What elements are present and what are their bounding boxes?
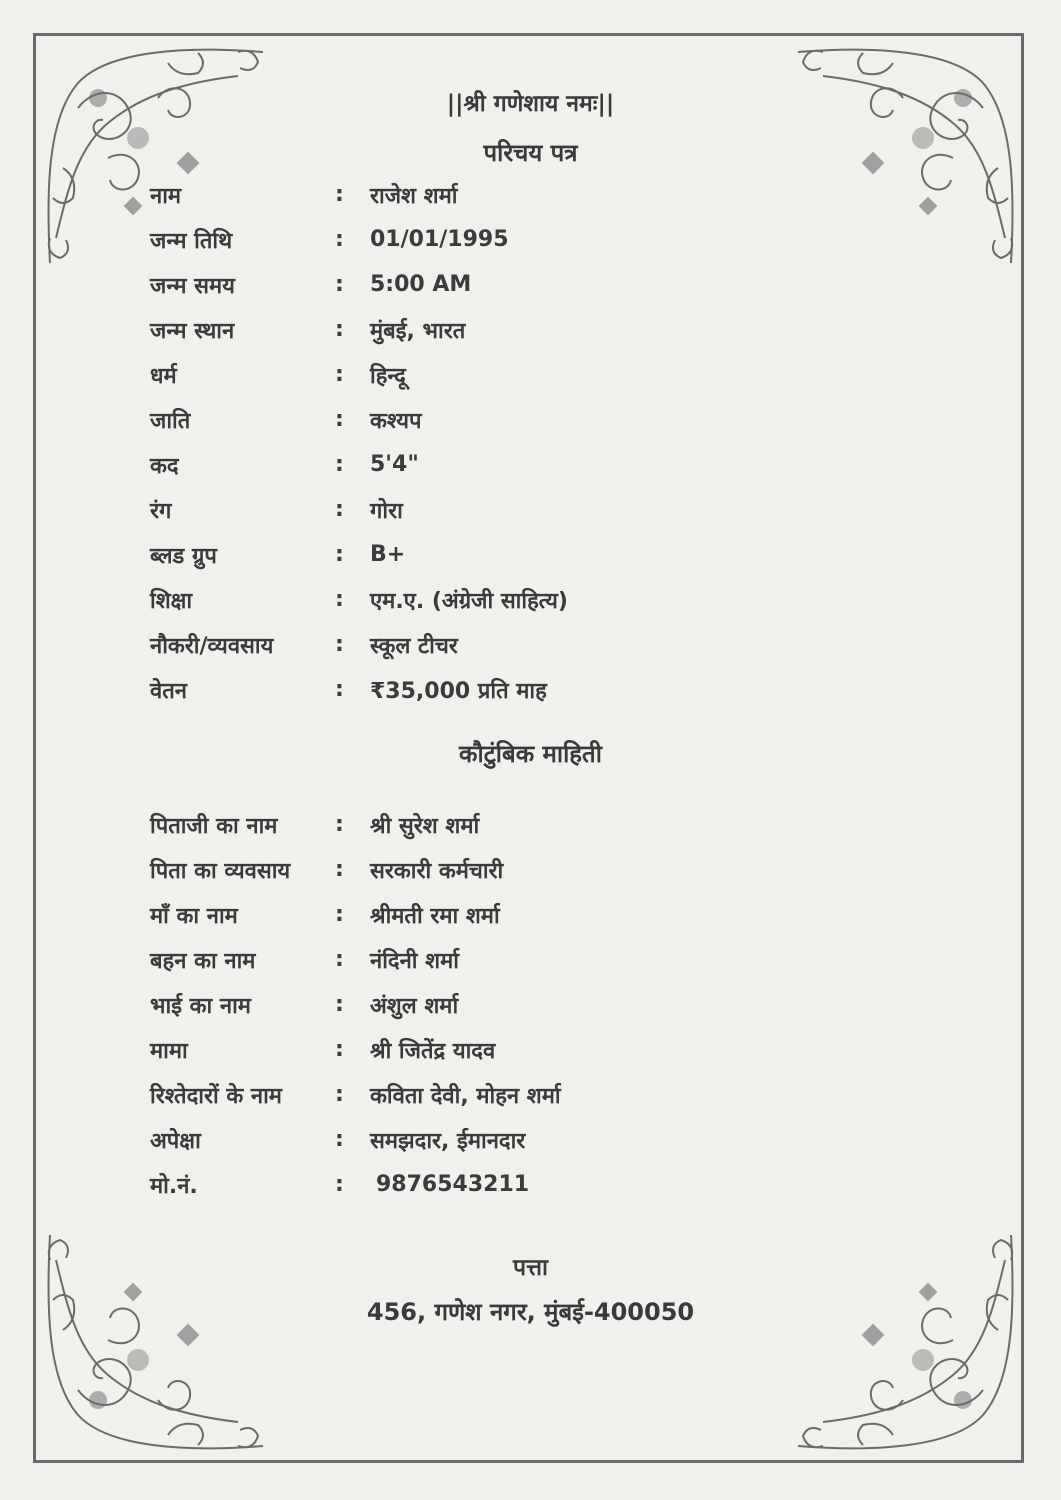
detail-label: मामा	[150, 1038, 188, 1064]
colon: :	[335, 1037, 344, 1062]
detail-value: सरकारी कर्मचारी	[370, 858, 504, 884]
colon: :	[335, 452, 344, 477]
colon: :	[335, 857, 344, 882]
colon: :	[335, 587, 344, 612]
detail-row-birth-time	[150, 262, 910, 307]
detail-value: समझदार, ईमानदार	[370, 1128, 526, 1154]
detail-row-complexion	[150, 487, 910, 532]
detail-value: श्रीमती रमा शर्मा	[370, 903, 500, 929]
detail-label: पिता का व्यवसाय	[150, 858, 291, 884]
colon: :	[335, 317, 344, 342]
detail-value: श्री जितेंद्र यादव	[370, 1038, 496, 1064]
colon: :	[335, 497, 344, 522]
detail-row-blood-group	[150, 532, 910, 577]
family-row-father-name	[150, 802, 910, 847]
detail-row-salary	[150, 667, 910, 712]
detail-label: नौकरी/व्यवसाय	[150, 633, 274, 659]
colon: :	[335, 272, 344, 297]
detail-row-education	[150, 577, 910, 622]
detail-row-caste	[150, 397, 910, 442]
address-value: 456, गणेश नगर, मुंबई-400050	[366, 1298, 695, 1326]
colon: :	[335, 902, 344, 927]
detail-value: 01/01/1995	[370, 227, 509, 252]
colon: :	[335, 1127, 344, 1152]
detail-value: श्री सुरेश शर्मा	[370, 813, 480, 839]
detail-label: जन्म तिथि	[150, 228, 233, 254]
detail-value: एम.ए. (अंग्रेजी साहित्य)	[370, 588, 568, 614]
colon: :	[335, 1172, 344, 1197]
mobile-number-value: 9876543211	[376, 1172, 530, 1197]
page-title: परिचय पत्र	[483, 139, 578, 167]
detail-label: ब्लड ग्रुप	[150, 543, 217, 569]
detail-value: अंशुल शर्मा	[370, 993, 459, 1019]
colon: :	[335, 362, 344, 387]
detail-label: मो.नं.	[150, 1173, 198, 1199]
detail-label: रिश्तेदारों के नाम	[150, 1083, 282, 1109]
detail-value: 5:00 AM	[370, 272, 472, 297]
family-row-maternal-uncle	[150, 1027, 910, 1072]
detail-label: जन्म स्थान	[150, 318, 235, 344]
colon: :	[335, 992, 344, 1017]
detail-label: माँ का नाम	[150, 903, 238, 929]
family-row-brother-name	[150, 982, 910, 1027]
detail-value: 5'4"	[370, 452, 419, 477]
detail-label: भाई का नाम	[150, 993, 251, 1019]
family-row-mobile-number	[150, 1162, 910, 1207]
detail-row-height	[150, 442, 910, 487]
detail-row-religion	[150, 352, 910, 397]
detail-label: धर्म	[150, 363, 177, 389]
detail-label: कद	[150, 453, 179, 479]
family-section-heading: कौटुंबिक माहिती	[459, 740, 602, 768]
family-row-sister-name	[150, 937, 910, 982]
colon: :	[335, 407, 344, 432]
family-row-father-occupation	[150, 847, 910, 892]
detail-label: पिताजी का नाम	[150, 813, 278, 839]
detail-value: हिन्दू	[370, 363, 406, 389]
detail-label: जन्म समय	[150, 273, 235, 299]
detail-row-occupation	[150, 622, 910, 667]
detail-label: शिक्षा	[150, 588, 193, 614]
detail-label: अपेक्षा	[150, 1128, 201, 1154]
colon: :	[335, 227, 344, 252]
detail-label: बहन का नाम	[150, 948, 256, 974]
colon: :	[335, 947, 344, 972]
detail-value: मुंबई, भारत	[370, 318, 466, 344]
detail-row-birth-place	[150, 307, 910, 352]
detail-label: रंग	[150, 498, 172, 524]
colon: :	[335, 632, 344, 657]
detail-value: नंदिनी शर्मा	[370, 948, 459, 974]
detail-label: वेतन	[150, 678, 187, 704]
colon: :	[335, 1082, 344, 1107]
personal-details	[150, 172, 910, 712]
detail-value: कविता देवी, मोहन शर्मा	[370, 1083, 561, 1109]
detail-row-birth-date	[150, 217, 910, 262]
detail-value: राजेश शर्मा	[370, 183, 458, 209]
detail-value: कश्यप	[370, 408, 422, 434]
address-heading: पत्ता	[513, 1255, 548, 1281]
detail-value: गोरा	[370, 498, 403, 524]
family-row-expectation	[150, 1117, 910, 1162]
detail-value: ₹35,000 प्रति माह	[370, 678, 547, 704]
detail-row-name	[150, 172, 910, 217]
family-row-mother-name	[150, 892, 910, 937]
colon: :	[335, 812, 344, 837]
detail-value: B+	[370, 542, 406, 567]
colon: :	[335, 182, 344, 207]
detail-label: जाति	[150, 408, 191, 434]
colon: :	[335, 677, 344, 702]
family-details	[150, 802, 910, 1207]
detail-label: नाम	[150, 183, 182, 209]
detail-value: स्कूल टीचर	[370, 633, 458, 659]
invocation-text: ||श्री गणेशाय नमः||	[446, 91, 615, 117]
colon: :	[335, 542, 344, 567]
family-row-relatives	[150, 1072, 910, 1117]
